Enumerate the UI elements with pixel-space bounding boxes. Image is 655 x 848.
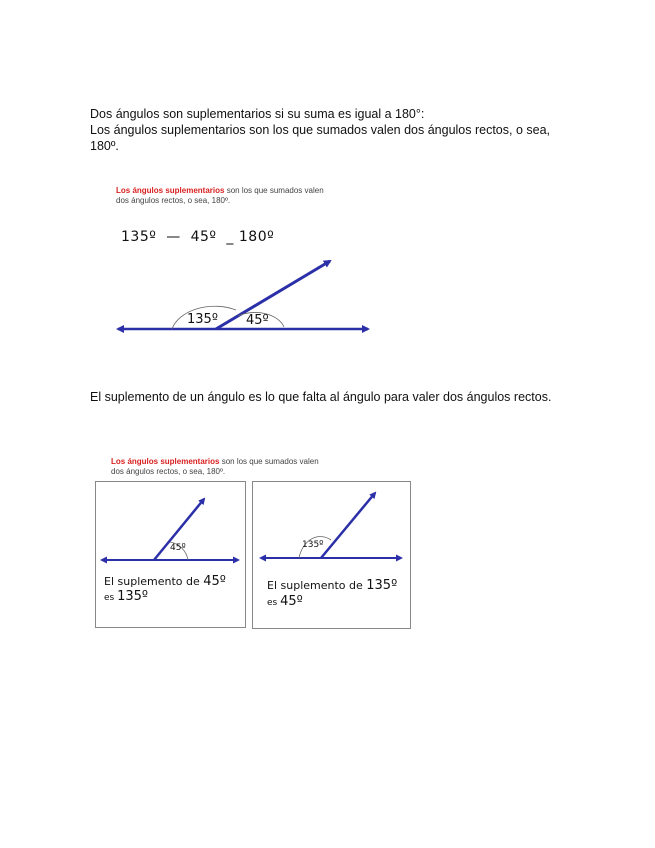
left-panel-value1: 45º [203,574,226,589]
figure1-caption-highlight: Los ángulos suplementarios [116,186,225,195]
right-panel-ray [321,493,375,558]
right-example-panel [252,481,411,629]
intro-line-1: Dos ángulos son suplementarios si su suma es igual a 180°: [90,107,425,121]
right-panel-text-prefix2: es [267,598,281,608]
figure2-caption-line2: dos ángulos rectos, o sea, 180º. [111,467,226,476]
left-panel-angle-label: 45º [170,543,186,553]
figure2-caption-rest: son los que sumados valen [219,457,319,466]
right-panel-value2: 45º [280,594,303,609]
figure1-caption-line2: dos ángulos rectos, o sea, 180º. [116,196,231,205]
left-panel-text-prefix2: es [104,593,118,603]
right-panel-text-prefix1: El suplemento de [267,579,367,592]
figure2-caption-highlight: Los ángulos suplementarios [111,457,220,466]
right-panel-text [267,578,397,611]
right-panel-value1: 135º [366,578,398,593]
left-panel-text [104,574,226,606]
right-panel-angle-label: 135º [302,540,324,550]
left-panel-text-prefix1: El suplemento de [104,575,204,588]
figure1-equation: 135º — 45º _ 180º [121,229,275,245]
intro-line-3: 180º. [90,139,119,153]
supplement-definition: El suplemento de un ángulo es lo que falta al ángulo para valer dos ángulos rectos. [90,390,552,404]
left-example-panel [95,481,246,628]
figure1-angle-large: 135º [187,312,218,327]
left-panel-value2: 135º [117,589,149,604]
figure1-caption-rest: son los que sumados valen [224,186,324,195]
figure1-angle-small: 45º [246,313,269,328]
figure2-caption [111,457,319,477]
intro-line-2: Los ángulos suplementarios son los que sumados valen dos ángulos rectos, o sea, [90,123,551,137]
